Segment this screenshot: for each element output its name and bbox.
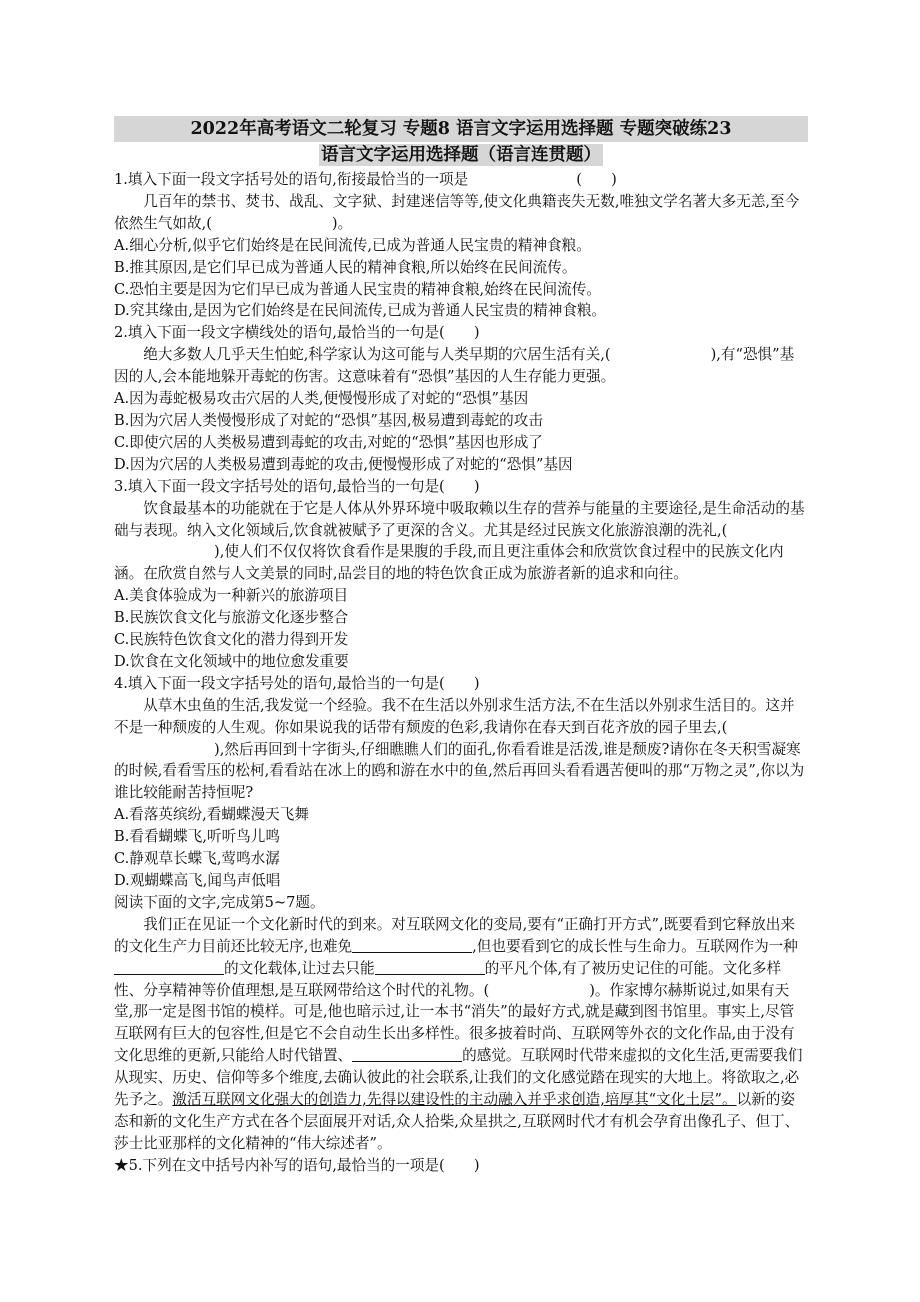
- reading-blank-3: [375, 959, 485, 975]
- reading-part-c: 的文化载体,让过去只能: [224, 959, 375, 977]
- reading-paren-blank: [489, 982, 589, 997]
- q2-option-d: D.因为穴居的人类极易遭到毒蛇的攻击,便慢慢形成了对蛇的“恐惧”基因: [114, 455, 573, 473]
- q2-blank: [611, 347, 711, 362]
- q2-stem: 2.填入下面一段文字横线处的语句,最恰当的一句是( ): [114, 324, 480, 342]
- reading-passage: [114, 914, 808, 1155]
- reading-part-g: 以新的姿态和新的文化生产方式在各个层面展开对话,众人拾柴,众星拱之,互联网时代才有机会孕育出像孔子、但丁、莎士比亚那样的文化精神的“伟大综述者”。: [114, 1091, 800, 1152]
- q3-passage-b: ),使人们不仅仅将饮食看作是果腹的手段,而且更注重体会和欣赏饮食过程中的民族文化内涵。在欣赏自然与人文美景的同时,品尝目的地的特色饮食正成为旅游者新的追求和向往。: [114, 543, 784, 583]
- q4-stem: 4.填入下面一段文字括号处的语句,最恰当的一句是( ): [114, 674, 480, 692]
- reading-blank-2: [114, 959, 224, 975]
- q2-passage-a: 绝大多数人几乎天生怕蛇,科学家认为这可能与人类早期的穴居生活有关,(: [143, 346, 611, 364]
- document-body: [114, 169, 808, 1177]
- reading-blank-1: [352, 937, 472, 953]
- q1-passage-a: 几百年的禁书、焚书、战乱、文字狱、封建迷信等等,使文化典籍丧失无数,唯独文学名著大多无恙,至今依然生气如故,(: [114, 192, 800, 232]
- document-page: [114, 116, 808, 1177]
- q1-passage-b: )。: [331, 214, 353, 232]
- q4-passage: [114, 695, 808, 805]
- star-icon: ★: [114, 1156, 129, 1174]
- q1-option-d: D.究其缘由,是因为它们始终是在民间流传,已成为普通人民宝贵的精神食粮。: [114, 302, 607, 320]
- q1-option-b: B.推其原因,是它们早已成为普通人民的精神食粮,所以始终在民间流传。: [114, 258, 577, 276]
- reading-blank-4: [352, 1047, 462, 1063]
- q3-option-a: A.美食体验成为一种新兴的旅游项目: [114, 587, 349, 605]
- q2-option-c: C.即使穴居的人类极易遭到毒蛇的攻击,对蛇的“恐惧”基因也形成了: [114, 433, 543, 451]
- reading-part-f: 的感觉。互联网时代带来虚拟的文化生活,更需要我们从现实、历史、信仰等多个维度,去确认彼此的社会联系,让我们的文化感觉踏在现实的大地上。将欲取之,必先予之。: [114, 1047, 803, 1109]
- q1-option-a: A.细心分析,似乎它们始终是在民间流传,已成为普通人民宝贵的精神食粮。: [114, 236, 591, 254]
- reading-part-e: )。作家博尔赫斯说过,如果有天堂,那一定是图书馆的模样。可是,他也暗示过,让一本书“消失”的最好方式,就是藏到图书馆里。事实上,尽管互联网有巨大的包容性,但是它不会自动生长出多样性。很多披着时尚、互联网等外衣的文化作品,由于没有文化思维的更新,只能给人时代错置、: [114, 981, 795, 1065]
- title-line-2: 语言文字运用选择题（语言连贯题）: [321, 145, 601, 165]
- q4-blank: [114, 741, 214, 756]
- q4-passage-b: ),然后再回到十字街头,仔细瞧瞧人们的面孔,你看看谁是活泼,谁是颓废?请你在冬天积雪凝寒的时候,看看雪压的松柯,看看站在冰上的鸥和游在水中的鱼,然后再回头看看遇苦便叫的那“万物之灵”,你以为谁比较能耐苦持恒呢?: [114, 740, 805, 802]
- q3-passage-a: 饮食最基本的功能就在于它是人体从外界环境中吸取赖以生存的营养与能量的主要途径,是生命活动的基础与表现。纳入文化领域后,饮食就被赋予了更深的含义。尤其是经过民族文化旅游浪潮的洗礼,(: [114, 499, 805, 539]
- q3-stem: 3.填入下面一段文字括号处的语句,最恰当的一句是( ): [114, 477, 480, 495]
- reading-part-d: 的平凡个体,有了被历史记住的可能。文化多样性、分享精神等价值理想,是互联网带给这个时代的礼物。(: [114, 959, 782, 999]
- document-title: [114, 116, 808, 167]
- reading-part-b: ,但也要看到它的成长性与生命力。互联网作为一种: [472, 937, 798, 955]
- q2-option-b: B.因为穴居人类慢慢形成了对蛇的“恐惧”基因,极易遭到毒蛇的攻击: [114, 411, 543, 429]
- q1-stem: [114, 169, 808, 191]
- q3-blank: [114, 544, 214, 559]
- q4-option-d: D.观蝴蝶高飞,闻鸟声低唱: [114, 872, 281, 889]
- reading-instruction: 阅读下面的文字,完成第5~7题。: [114, 893, 325, 911]
- q5-stem: [114, 1155, 808, 1177]
- reading-underlined-sentence: 激活互联网文化强大的创造力,先得以建设性的主动融入并乎求创造,培厚其“文化土层”。: [172, 1091, 737, 1109]
- q3-option-d: D.饮食在文化领域中的地位愈发重要: [114, 652, 349, 670]
- q2-option-a: A.因为毒蛇极易攻击穴居的人类,便慢慢形成了对蛇的“恐惧”基因: [114, 390, 529, 408]
- q1-answer-paren: ( ): [576, 171, 617, 188]
- q4-option-c: C.静观草长蝶飞,莺鸣水潺: [114, 850, 280, 868]
- q2-passage: [114, 344, 808, 388]
- q1-blank: [212, 215, 332, 230]
- q1-stem-text: 1.填入下面一段文字括号处的语句,衔接最恰当的一项是: [114, 171, 469, 188]
- q3-option-b: B.民族饮食文化与旅游文化逐步整合: [114, 609, 349, 627]
- q4-option-b: B.看看蝴蝶飞,听听鸟儿鸣: [114, 828, 280, 846]
- reading-part-a: 我们正在见证一个文化新时代的到来。对互联网文化的变局,要有“正确打开方式”,既要看到它释放出来的文化生产力目前还比较无序,也难免: [114, 915, 795, 955]
- q1-passage: [114, 191, 808, 235]
- q2-passage-b: ),有“恐惧”基因的人,会本能地躲开毒蛇的伤害。这意味着有“恐惧”基因的人生存能力更强。: [114, 346, 795, 386]
- q1-stem-gap: [468, 171, 576, 186]
- title-line-1: 2022年高考语文二轮复习 专题8 语言文字运用选择题 专题突破练23: [190, 119, 732, 139]
- q5-stem-text: 5.下列在文中括号内补写的语句,最恰当的一项是( ): [128, 1156, 480, 1174]
- q4-passage-a: 从草木虫鱼的生活,我发觉一个经验。我不在生活以外别求生活方法,不在生活以外别求生活目的。这并不是一种颓废的人生观。你如果说我的话带有颓废的色彩,我请你在春天到百花齐放的园子里去,(: [114, 696, 795, 736]
- q1-option-c: C.恐怕主要是因为它们早已成为普通人民宝贵的精神食粮,始终在民间流传。: [114, 280, 601, 298]
- q3-option-c: C.民族特色饮食文化的潜力得到开发: [114, 631, 349, 649]
- q4-option-a: A.看落英缤纷,看蝴蝶漫天飞舞: [114, 806, 309, 824]
- q3-passage: [114, 498, 808, 586]
